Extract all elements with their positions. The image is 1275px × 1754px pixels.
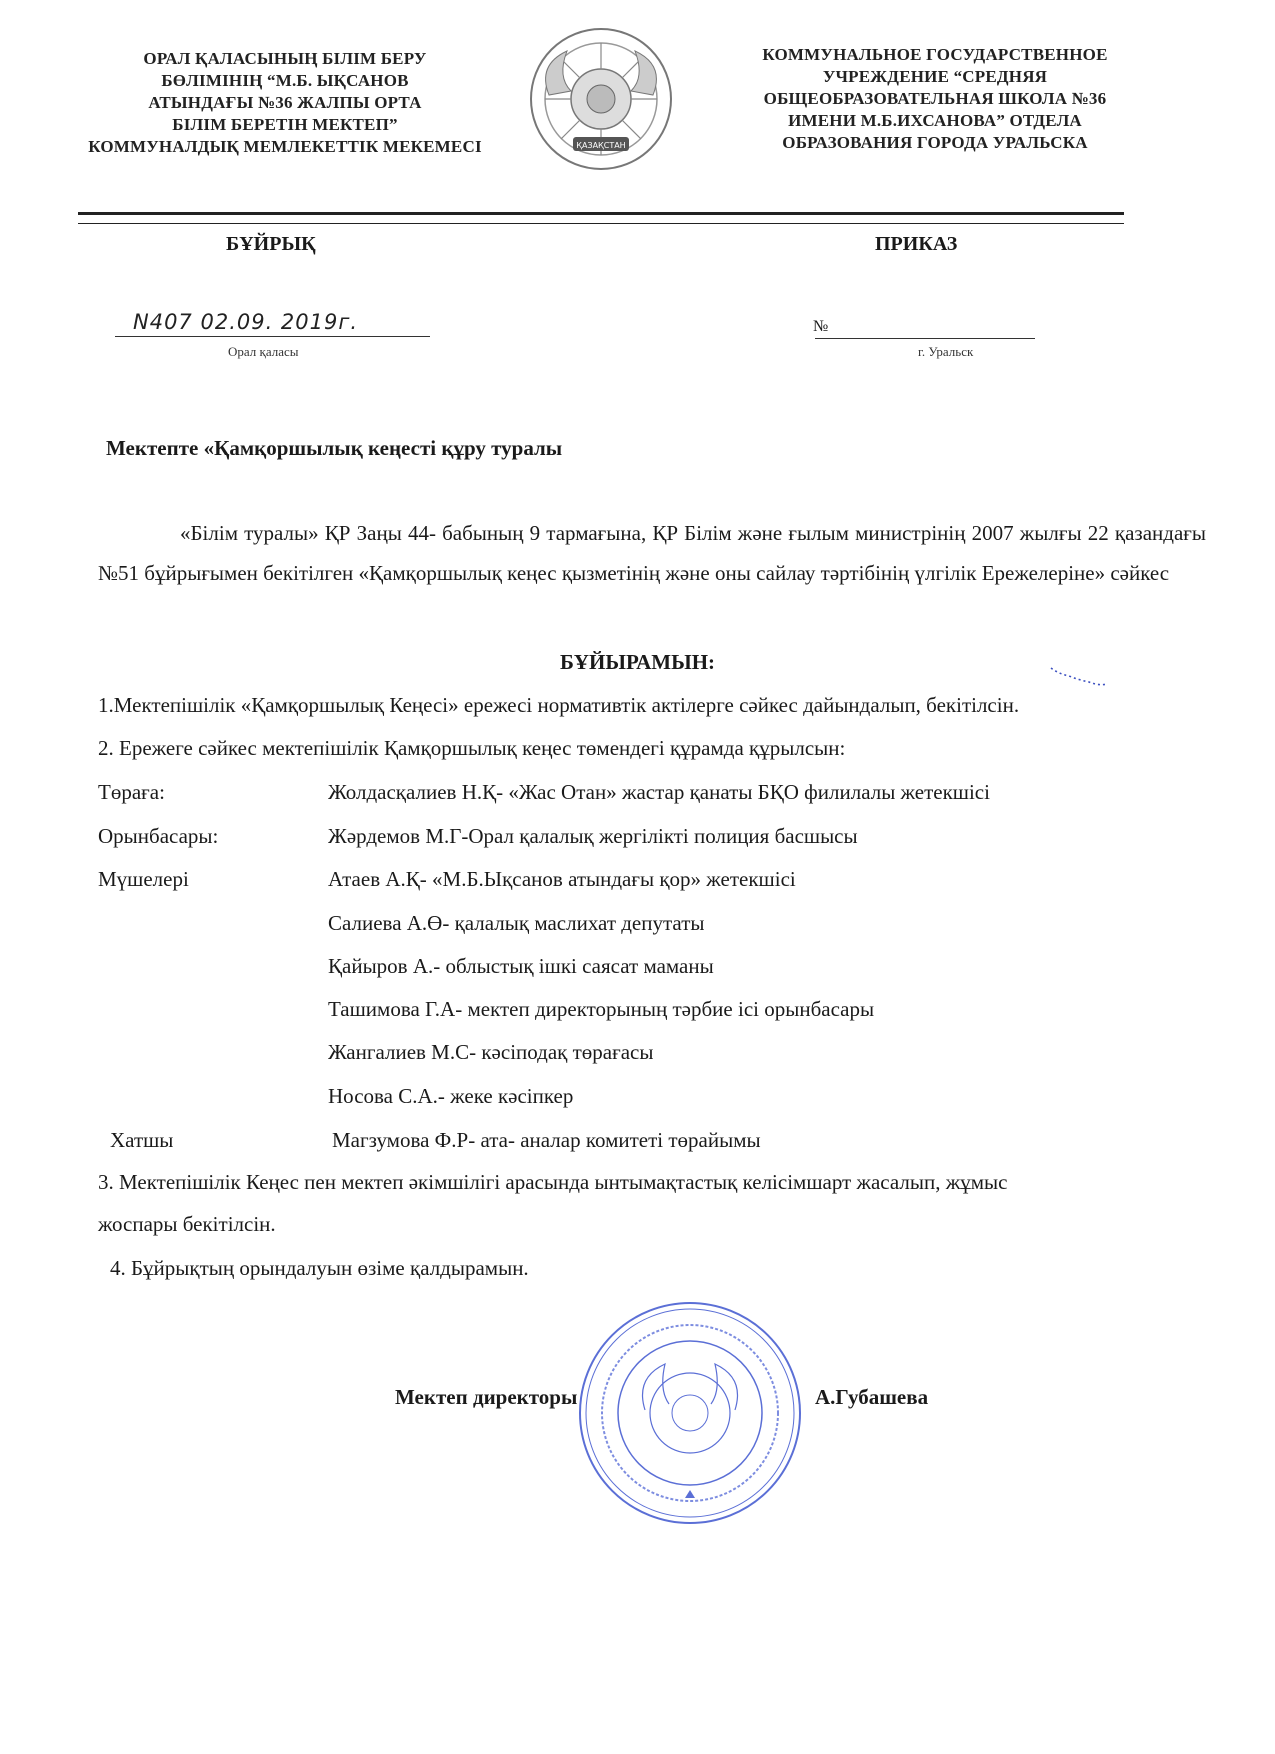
header-left-line: БӨЛІМІНІҢ “М.Б. ЫҚСАНОВ	[161, 71, 409, 90]
signature-name: А.Губашева	[815, 1385, 929, 1409]
item-1: 1.Мектепішілік «Қамқоршылық Кеңесі» ережесі нормативтік актілерге сәйкес дайындалып, бекітілсін.	[98, 693, 1020, 717]
signature-title: Мектеп директоры	[395, 1385, 578, 1409]
order-number-blank-right	[815, 316, 1035, 339]
council-member: Жәрдемов М.Г-Орал қалалық жергілікті полиция басшысы	[328, 824, 858, 848]
council-member: Жангалиев М.С- кәсіподақ төрағасы	[328, 1040, 654, 1064]
council-role: Мүшелері	[98, 867, 189, 891]
header-left-kazakh	[60, 48, 510, 158]
document-subject: Мектепте «Қамқоршылық кеңесті құру туралы	[106, 436, 563, 460]
header-right-line: УЧРЕЖДЕНИЕ “СРЕДНЯЯ	[822, 67, 1048, 86]
header-left-line: АТЫНДАҒЫ №36 ЖАЛПЫ ОРТА	[148, 93, 422, 112]
title-kazakh: БҰЙРЫҚ	[226, 233, 316, 255]
city-russian: г. Уральск	[918, 344, 974, 359]
preamble-paragraph: «Білім туралы» ҚР Заңы 44- бабының 9 тармағына, ҚР Білім және ғылым министрінің 2007 жылғы 22 қазандағы №51 бұйрығымен бекітілген «Қамқоршылық кеңес қызметінің және оны сайлау тәртібінің үлгілік Ережелеріне» сәйкес	[98, 521, 1206, 585]
header-left-line: КОММУНАЛДЫҚ МЕМЛЕКЕТТІК МЕКЕМЕСІ	[88, 137, 482, 156]
header-left-line: БІЛІМ БЕРЕТІН МЕКТЕП”	[172, 115, 398, 134]
header-left-line: ОРАЛ ҚАЛАСЫНЫҢ БІЛІМ БЕРУ	[143, 49, 427, 68]
item-4: 4. Бұйрықтың орындалуын өзіме қалдырамын.	[110, 1256, 529, 1280]
order-heading: БҰЙЫРАМЫН:	[559, 650, 716, 674]
council-member: Магзумова Ф.Р- ата- аналар комитеті төрайымы	[332, 1128, 761, 1152]
city-kazakh: Орал қаласы	[228, 344, 299, 359]
header-right-line: ОБРАЗОВАНИЯ ГОРОДА УРАЛЬСКА	[782, 133, 1088, 152]
title-russian: ПРИКАЗ	[875, 233, 958, 255]
council-role: Төраға:	[98, 780, 165, 804]
number-prefix-right: №	[813, 318, 829, 335]
header-right-line: ОБЩЕОБРАЗОВАТЕЛЬНАЯ ШКОЛА №36	[763, 89, 1107, 108]
item-2: 2. Ережеге сәйкес мектепішілік Қамқоршылық кеңес төмендегі құрамда құрылсын:	[98, 736, 846, 760]
order-number-date-handwritten: N407 02.09. 2019г.	[115, 310, 430, 337]
emblem-caption: ҚАЗАҚСТАН	[576, 141, 626, 150]
kazakhstan-emblem-icon	[527, 25, 675, 173]
council-member: Жолдасқалиев Н.Қ- «Жас Отан» жастар қанаты БҚО филилалы жетекшісі	[328, 780, 990, 804]
header-divider-thick	[78, 212, 1124, 215]
council-member: Ташимова Г.А- мектеп директорының тәрбие ісі орынбасары	[328, 997, 875, 1021]
header-divider-thin	[78, 223, 1124, 224]
council-role: Орынбасары:	[98, 824, 219, 848]
council-role: Хатшы	[110, 1128, 174, 1152]
item-3-line-1: 3. Мектепішілік Кеңес пен мектеп әкімшілігі арасында ынтымақтастық келісімшарт жасалып, жұмыс	[98, 1170, 1008, 1194]
header-right-line: КОММУНАЛЬНОЕ ГОСУДАРСТВЕННОЕ	[762, 45, 1108, 64]
header-right-line: ИМЕНИ М.Б.ИХСАНОВА” ОТДЕЛА	[788, 111, 1082, 130]
council-member: Носова С.А.- жеке кәсіпкер	[328, 1084, 574, 1108]
item-3-line-2: жоспары бекітілсін.	[98, 1212, 276, 1236]
header-right-russian	[710, 44, 1160, 154]
round-seal-stamp-icon	[575, 1298, 805, 1528]
council-member: Атаев А.Қ- «М.Б.Ықсанов атындағы қор» жетекшісі	[328, 867, 796, 891]
council-member: Салиева А.Ө- қалалық маслихат депутаты	[328, 911, 705, 935]
council-member: Қайыров А.- облыстық ішкі саясат маманы	[328, 954, 714, 978]
